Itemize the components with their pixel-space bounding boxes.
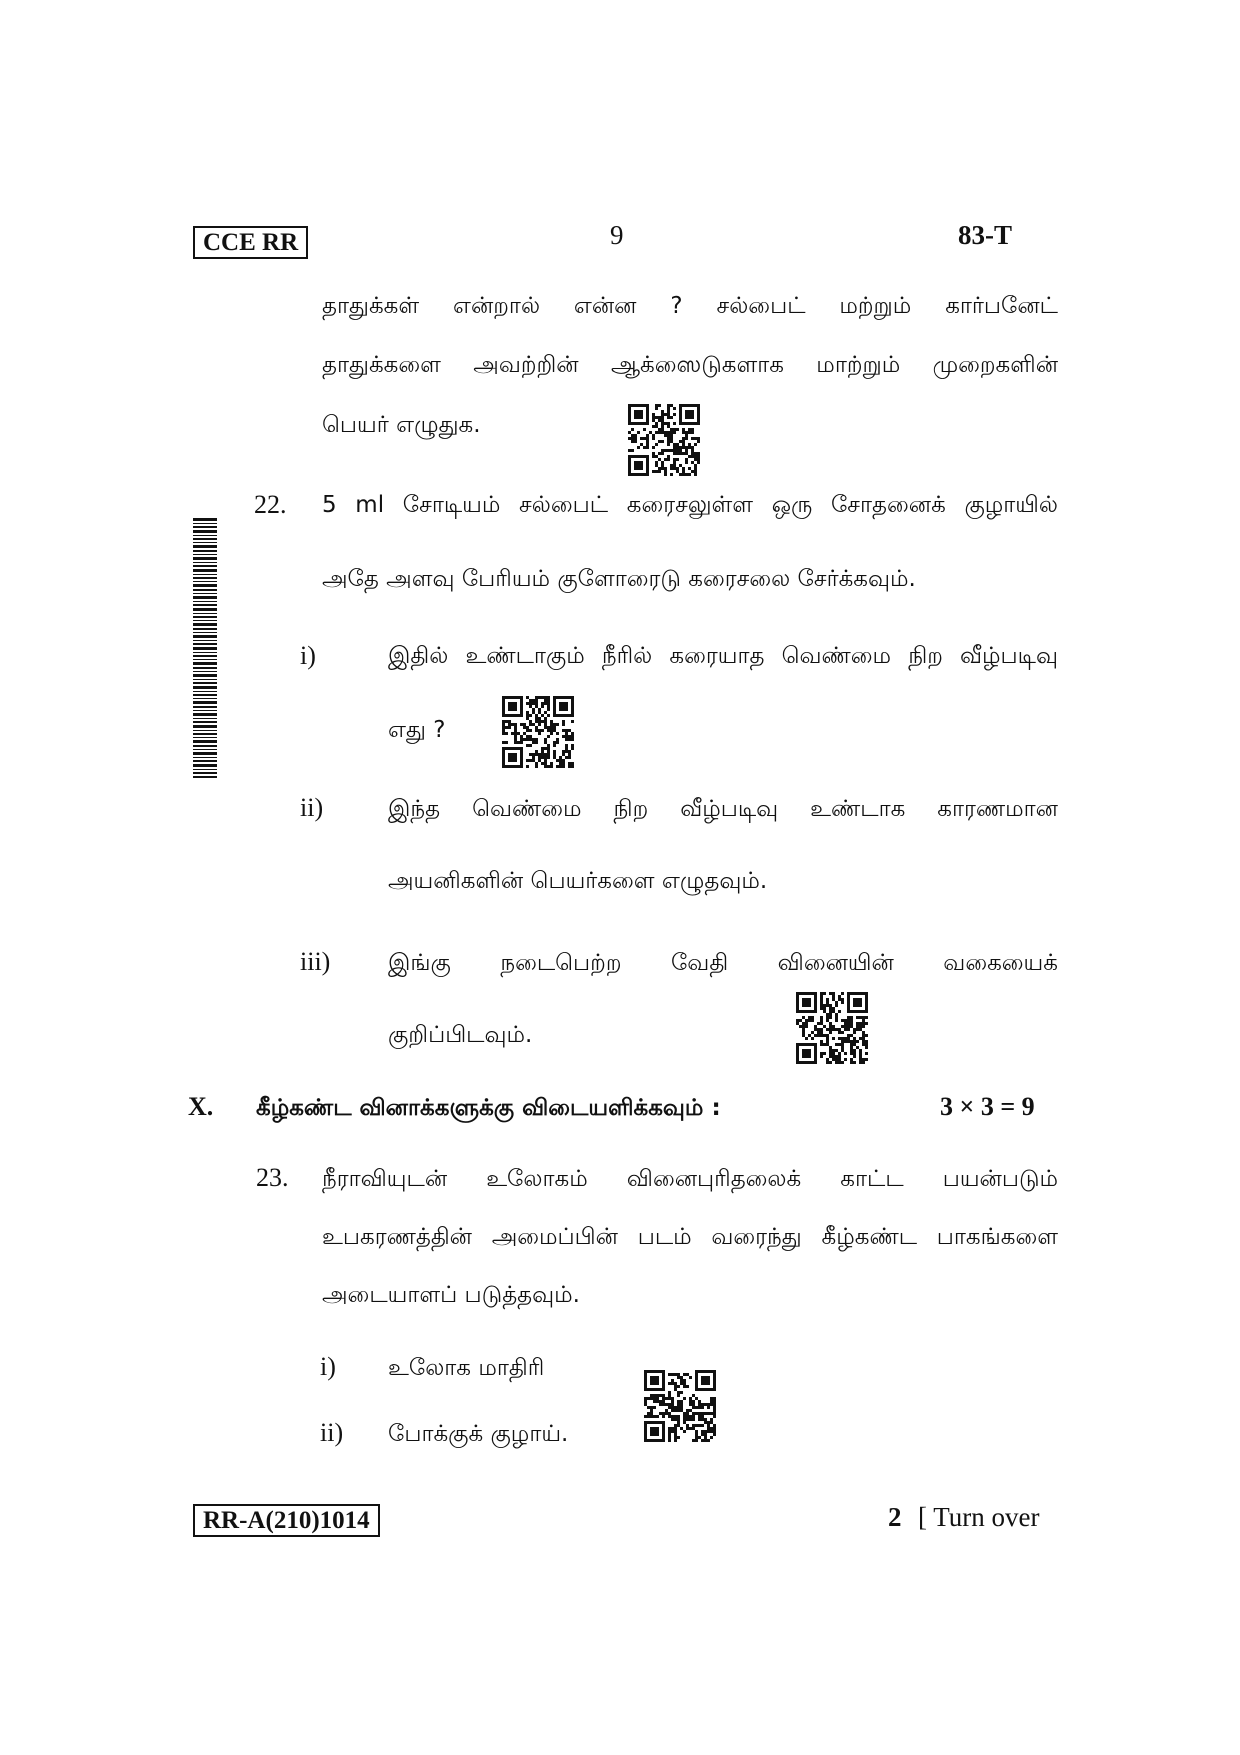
qr-code-icon [502, 696, 574, 768]
section-instruction: கீழ்கண்ட வினாக்களுக்கு விடையளிக்கவும் : [256, 1095, 721, 1121]
q22-part-iii-line-2: குறிப்பிடவும். [388, 1022, 533, 1048]
q23-number: 23. [256, 1163, 289, 1192]
q23-part-ii-label: ii) [320, 1418, 344, 1447]
qr-code-icon [644, 1370, 716, 1442]
q23-line-2: உபகரணத்தின் அமைப்பின் படம் வரைந்து கீழ்கண்ட பாகங்களை [322, 1224, 1058, 1250]
q22-line-1: 5 ml சோடியம் சல்பைட் கரைசலுள்ள ஒரு சோதனைக் குழாயில் [322, 492, 1058, 518]
q21-line-2: தாதுக்களை அவற்றின் ஆக்ஸைடுகளாக மாற்றும் முறைகளின் [322, 352, 1058, 378]
q23-line-1: நீராவியுடன் உலோகம் வினைபுரிதலைக் காட்ட பயன்படும் [322, 1166, 1058, 1192]
q22-part-i-line-1: இதில் உண்டாகும் நீரில் கரையாத வெண்மை நிற வீழ்படிவு [388, 643, 1058, 669]
q22-part-iii-line-1: இங்கு நடைபெற்ற வேதி வினையின் வகையைக் [388, 950, 1058, 976]
section-label: X. [188, 1092, 214, 1121]
q22-part-iii-label: iii) [300, 947, 331, 976]
q22-part-ii-label: ii) [300, 793, 324, 822]
q23-part-ii-text: போக்குக் குழாய். [388, 1421, 569, 1447]
q22-number: 22. [254, 490, 287, 519]
q21-line-3: பெயர் எழுதுக. [322, 412, 481, 438]
paper-code: 83-T [958, 220, 1012, 250]
section-marks: 3 × 3 = 9 [940, 1092, 1035, 1121]
q21-line-1: தாதுக்கள் என்றால் என்ன ? சல்பைட் மற்றும் கார்பனேட் [322, 293, 1058, 319]
q22-part-i-label: i) [300, 641, 316, 670]
q23-part-i-text: உலோக மாதிரி [388, 1355, 545, 1381]
q22-line-2: அதே அளவு பேரியம் குளோரைடு கரைசலை சேர்க்கவும். [322, 566, 916, 592]
q22-part-ii-line-1: இந்த வெண்மை நிற வீழ்படிவு உண்டாக காரணமான [388, 796, 1058, 822]
q23-part-i-label: i) [320, 1352, 336, 1381]
page-number: 9 [610, 220, 624, 250]
turn-over-text: [ Turn over [918, 1502, 1040, 1532]
footer-code-box: RR-A(210)1014 [193, 1504, 380, 1537]
qr-code-icon [628, 404, 700, 476]
q23-line-3: அடையாளப் படுத்தவும். [322, 1282, 580, 1308]
q22-part-ii-line-2: அயனிகளின் பெயர்களை எழுதவும். [388, 868, 768, 894]
barcode-icon [193, 518, 217, 778]
qr-code-icon [796, 992, 868, 1064]
page-count: 2 [888, 1502, 902, 1532]
q22-part-i-line-2: எது ? [388, 717, 446, 743]
header-code-box: CCE RR [193, 226, 308, 259]
